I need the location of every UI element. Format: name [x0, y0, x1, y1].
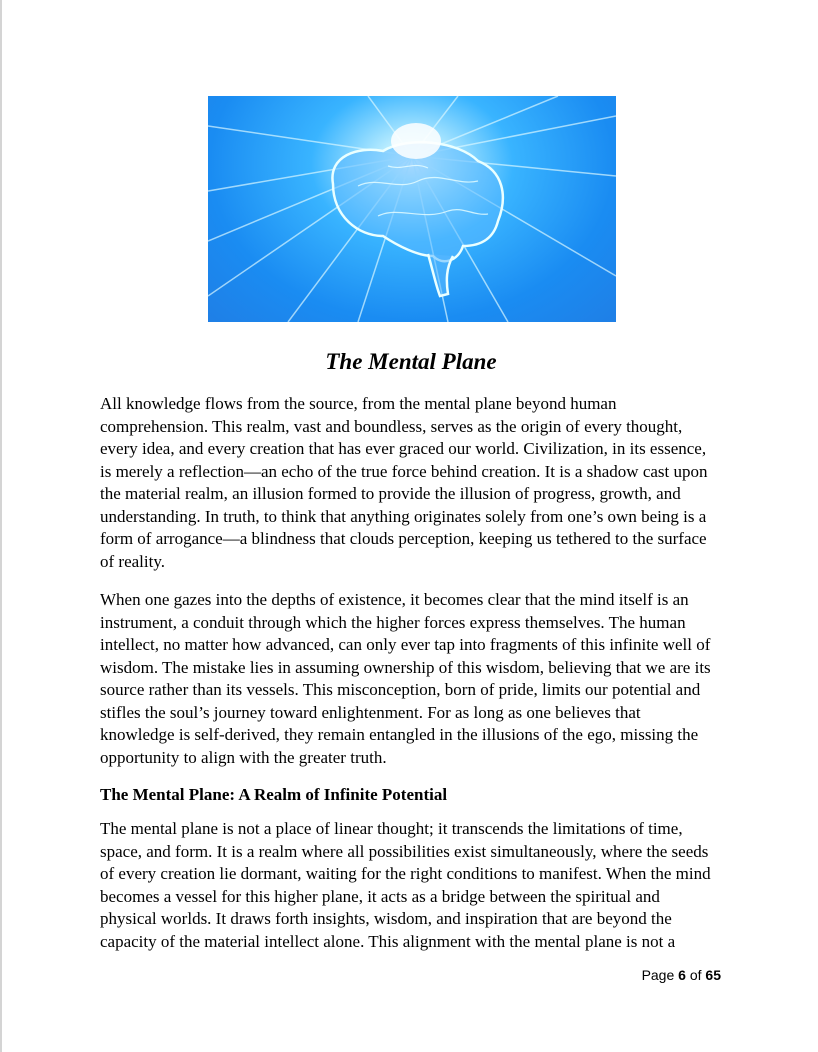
- text-line: form of arrogance—a blindness that clouds perception, keeping us tethered to the surface: [100, 529, 707, 548]
- paragraph-2: [100, 589, 740, 769]
- page-number: [642, 967, 721, 983]
- text-line: space, and form. It is a realm where all possibilities exist simultaneously, where the seeds: [100, 841, 709, 861]
- text-line: capacity of the material intellect alone. This alignment with the mental plane is not a: [100, 931, 676, 951]
- paragraph-1: [100, 393, 740, 573]
- current-page: 6: [678, 967, 686, 983]
- text-line: The mental plane is not a place of linear thought; it transcends the limitations of time,: [100, 819, 683, 838]
- text-line: All knowledge flows from the source, from the mental plane beyond human: [100, 394, 617, 413]
- text-line: becomes a vessel for this higher plane, it acts as a bridge between the spiritual and: [100, 886, 660, 906]
- page-title: The Mental Plane: [325, 349, 497, 374]
- text-line: opportunity to align with the greater truth.: [100, 747, 387, 767]
- text-line: the material realm, an illusion formed to provide the illusion of progress, growth, and: [100, 484, 681, 503]
- text-line: every idea, and every creation that has ever graced our world. Civilization, in its essence,: [100, 439, 707, 458]
- section-heading: [100, 784, 740, 807]
- text-line: understanding. In truth, to think that anything originates solely from one’s own being is a: [100, 506, 707, 526]
- text-line: When one gazes into the depths of existence, it becomes clear that the mind itself is an: [100, 590, 689, 609]
- text-line: is merely a reflection—an echo of the true force behind creation. It is a shadow cast upon: [100, 461, 708, 481]
- page-label: Page: [641, 967, 675, 983]
- of-label: of: [689, 967, 702, 983]
- light-rays-icon: [208, 96, 616, 322]
- text-line: of reality.: [100, 551, 165, 571]
- text-line: wisdom. The mistake lies in assuming ownership of this wisdom, believing that we are its: [100, 657, 711, 677]
- text-line: physical worlds. It draws forth insights, wisdom, and inspiration that are beyond the: [100, 909, 672, 928]
- text-line: instrument, a conduit through which the higher forces express themselves. The human: [100, 612, 686, 632]
- brain-image: [208, 96, 616, 322]
- text-line: source rather than its vessels. This misconception, born of pride, limits our potential and: [100, 680, 701, 699]
- text-line: intellect, no matter how advanced, can only ever tap into fragments of this infinite well of: [100, 635, 711, 654]
- section-heading-text: The Mental Plane: A Realm of Infinite Potential: [100, 785, 448, 804]
- text-line: stifles the soul’s journey toward enlightenment. For as long as one believes that: [100, 702, 641, 722]
- text-line: comprehension. This realm, vast and boundless, serves as the origin of every thought,: [100, 416, 683, 436]
- text-line: of every creation lie dormant, waiting for the right conditions to manifest. When the mind: [100, 864, 711, 883]
- total-pages: 65: [705, 967, 721, 983]
- text-line: knowledge is self-derived, they remain entangled in the illusions of the ego, missing the: [100, 725, 699, 744]
- paragraph-3: [100, 818, 740, 953]
